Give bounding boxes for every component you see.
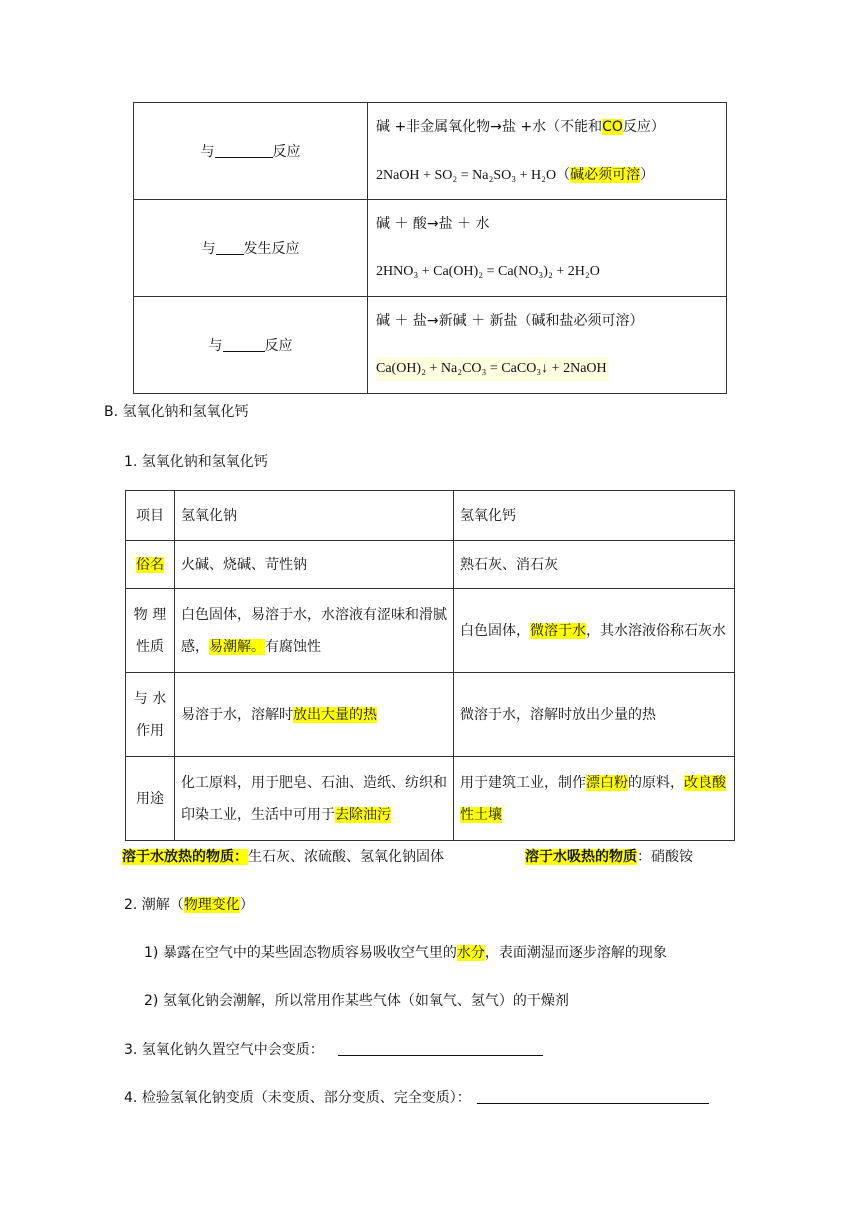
highlight: 微溶于水 — [530, 622, 586, 639]
table-cell: 白色固体，易溶于水，水溶液有涩味和滑腻感，易潮解。有腐蚀性 — [175, 589, 454, 673]
table-cell: 易溶于水，溶解时放出大量的热 — [175, 673, 454, 757]
row-key: 与 水 作用 — [126, 673, 175, 757]
table-cell: 熟石灰、消石灰 — [454, 541, 735, 589]
item-3: 3. 氢氧化钠久置空气中会变质： — [124, 1039, 543, 1059]
highlight: CO — [602, 119, 623, 135]
item-2-2: 2) 氢氧化钠会潮解，所以常用作某些气体（如氧气、氢气）的干燥剂 — [144, 993, 569, 1009]
highlight: 改良酸性土壤 — [460, 774, 726, 823]
highlight: 水分 — [456, 945, 485, 961]
heat-release-note — [122, 846, 444, 866]
item-2: 2. 潮解（物理变化） — [124, 897, 254, 913]
label-text: 发生反应 — [243, 241, 300, 257]
row-key: 俗名 — [126, 541, 175, 589]
row-key: 物 理 性质 — [126, 589, 175, 673]
item-4: 4. 检验氢氧化钠变质（未变质、部分变质、完全变质）： — [124, 1087, 709, 1107]
table-row — [134, 297, 727, 394]
row-label — [134, 200, 368, 297]
highlight: 漂白粉 — [586, 774, 628, 791]
table-row — [126, 541, 735, 589]
equation-line: Ca(OH)₂ + Na₂CO₃ = CaCO₃↓ + 2NaOH — [376, 357, 609, 381]
highlight: 碱必须可溶 — [570, 167, 641, 183]
subsection-heading: 1. 氢氧化钠和氢氧化钙 — [124, 454, 268, 470]
table-cell: 化工原料，用于肥皂、石油、造纸、纺织和印染工业，生活中可用于去除油污 — [175, 757, 454, 841]
table-header-row — [126, 491, 735, 541]
equation-line: 2NaOH + SO₂ = Na₂SO₃ + H₂O（碱必须可溶） — [376, 167, 655, 183]
rule-line: 碱 ＋ 盐→新碱 ＋ 新盐（碱和盐必须可溶） — [376, 313, 644, 329]
heat-release-label: 溶于水放热的物质： — [122, 849, 248, 865]
rule-line: 碱 ＋ 酸→盐 ＋ 水 — [376, 216, 490, 232]
header-cell: 氢氧化钙 — [454, 491, 735, 541]
row-content — [368, 103, 727, 200]
section-heading: B. 氢氧化钠和氢氧化钙 — [104, 404, 249, 420]
table-cell: 用于建筑工业，制作漂白粉的原料，改良酸性土壤 — [454, 757, 735, 841]
highlight: 易潮解。 — [209, 638, 265, 655]
row-content — [368, 297, 727, 394]
reaction-table — [133, 102, 727, 394]
table-row — [126, 757, 735, 841]
label-text: 反应 — [272, 144, 301, 160]
fill-blank[interactable] — [215, 143, 273, 158]
table-cell: 白色固体，微溶于水，其水溶液俗称石灰水 — [454, 589, 735, 673]
fill-blank[interactable] — [216, 240, 244, 255]
highlight: 放出大量的热 — [293, 706, 377, 723]
highlight: 去除油污 — [335, 806, 391, 823]
row-label — [134, 297, 368, 394]
table-cell: 火碱、烧碱、苛性钠 — [175, 541, 454, 589]
label-text: 与 — [200, 144, 215, 160]
answer-blank[interactable] — [477, 1089, 709, 1104]
label-text: 与 — [201, 241, 216, 257]
header-cell: 氢氧化钠 — [175, 491, 454, 541]
rule-line: 碱 +非金属氧化物→盐 +水（不能和CO反应） — [376, 119, 665, 135]
row-label — [134, 103, 368, 200]
label-text: 反应 — [264, 338, 293, 354]
heat-absorb-note — [525, 846, 693, 866]
row-key: 用途 — [126, 757, 175, 841]
row-content — [368, 200, 727, 297]
equation-line: 2HNO₃ + Ca(OH)₂ = Ca(NO₃)₂ + 2H₂O — [376, 264, 600, 279]
comparison-table — [125, 490, 735, 841]
header-cell: 项目 — [126, 491, 175, 541]
table-row — [126, 589, 735, 673]
highlight: 物理变化 — [183, 897, 240, 913]
heat-absorb-label: 溶于水吸热的物质 — [525, 849, 637, 865]
table-row — [126, 673, 735, 757]
table-row — [134, 200, 727, 297]
table-cell: 微溶于水，溶解时放出少量的热 — [454, 673, 735, 757]
heat-release-items: 生石灰、浓硫酸、氢氧化钠固体 — [248, 849, 444, 865]
label-text: 与 — [208, 338, 223, 354]
heat-absorb-items: ：硝酸铵 — [637, 849, 693, 865]
fill-blank[interactable] — [223, 337, 265, 352]
answer-blank[interactable] — [338, 1041, 543, 1056]
item-2-1: 1) 暴露在空气中的某些固态物质容易吸收空气里的水分，表面潮湿而逐步溶解的现象 — [144, 945, 667, 961]
table-row — [134, 103, 727, 200]
